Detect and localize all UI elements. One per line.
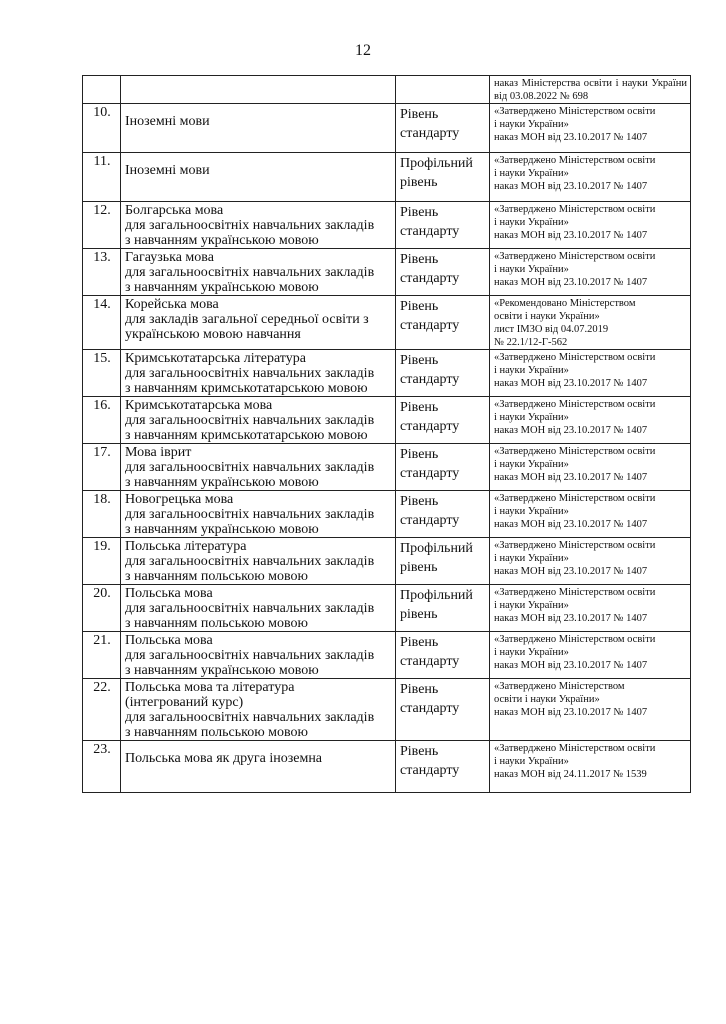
approval-line: наказ МОН від 23.10.2017 № 1407: [494, 277, 648, 288]
approval-line: і науки України»: [494, 506, 569, 517]
table-row: [83, 538, 691, 585]
approval-note: [490, 397, 691, 444]
approval-line: наказ МОН від 23.10.2017 № 1407: [494, 660, 648, 671]
approval-line: «Затверджено Міністерством освіти: [494, 106, 656, 117]
approval-note: [490, 585, 691, 632]
program-name: [121, 76, 396, 104]
table-row: [83, 249, 691, 296]
approval-line: лист ІМЗО від 04.07.2019: [494, 324, 609, 335]
program-name: [121, 249, 396, 296]
program-level: Рівень стандарту: [396, 104, 490, 153]
row-number: 11.: [83, 153, 121, 202]
approval-line: і науки України»: [494, 600, 569, 611]
row-number: 12.: [83, 202, 121, 249]
row-number: 13.: [83, 249, 121, 296]
program-name-line: Польська мова: [125, 586, 213, 601]
program-name-line: для загальноосвітніх навчальних закладів: [125, 460, 375, 475]
row-number: 22.: [83, 679, 121, 741]
program-name: [121, 397, 396, 444]
approval-line: і науки України»: [494, 553, 569, 564]
program-name-line: для закладів загальної середньої освіти з: [125, 312, 369, 327]
approval-line: «Затверджено Міністерством освіти: [494, 540, 656, 551]
row-number: 18.: [83, 491, 121, 538]
approval-line: наказ МОН від 23.10.2017 № 1407: [494, 707, 648, 718]
approval-note: [490, 491, 691, 538]
table-row: [83, 104, 691, 153]
approval-line: «Затверджено Міністерством освіти: [494, 204, 656, 215]
program-name-line: Болгарська мова: [125, 203, 224, 218]
program-name: [121, 153, 396, 202]
approval-line: і науки України»: [494, 168, 569, 179]
approval-line: наказ МОН від 23.10.2017 № 1407: [494, 230, 648, 241]
approval-line: «Затверджено Міністерством освіти: [494, 251, 656, 262]
program-name-line: для загальноосвітніх навчальних закладів: [125, 710, 375, 725]
program-level: Рівень стандарту: [396, 296, 490, 350]
program-name-line: для загальноосвітніх навчальних закладів: [125, 554, 375, 569]
approval-note: [490, 104, 691, 153]
table-row: [83, 202, 691, 249]
program-name-line: з навчанням українською мовою: [125, 280, 319, 295]
program-name-line: для загальноосвітніх навчальних закладів: [125, 218, 375, 233]
table-row-continuation: [83, 76, 691, 104]
approval-line: «Затверджено Міністерством освіти: [494, 743, 656, 754]
program-name-line: з навчанням українською мовою: [125, 233, 319, 248]
program-name-line: з навчанням українською мовою: [125, 522, 319, 537]
approval-line: «Затверджено Міністерством освіти: [494, 155, 656, 166]
approval-line: і науки України»: [494, 756, 569, 767]
program-level: Профільний рівень: [396, 538, 490, 585]
program-name-line: (інтегрований курс): [125, 695, 244, 710]
table-row: [83, 153, 691, 202]
program-name-line: з навчанням українською мовою: [125, 475, 319, 490]
approval-line: освіти і науки України»: [494, 694, 600, 705]
program-name-line: Іноземні мови: [125, 163, 210, 178]
program-name-line: з навчанням польською мовою: [125, 616, 309, 631]
row-number: 17.: [83, 444, 121, 491]
approval-note: [490, 538, 691, 585]
program-name: [121, 741, 396, 793]
approval-note: [490, 350, 691, 397]
program-name-line: з навчанням кримськотатарською мовою: [125, 381, 368, 396]
program-name-line: для загальноосвітніх навчальних закладів: [125, 648, 375, 663]
program-name: [121, 538, 396, 585]
approval-note: [490, 741, 691, 793]
row-number: 21.: [83, 632, 121, 679]
approval-note: [490, 202, 691, 249]
program-level: Рівень стандарту: [396, 397, 490, 444]
program-level: Профільний рівень: [396, 585, 490, 632]
table-row: [83, 741, 691, 793]
row-number: 16.: [83, 397, 121, 444]
approval-line: наказ МОН від 23.10.2017 № 1407: [494, 613, 648, 624]
approval-line: «Затверджено Міністерством: [494, 681, 625, 692]
approval-note: наказ Міністерства освіти і науки України від 03.08.2022 № 698: [490, 76, 691, 104]
approval-line: «Затверджено Міністерством освіти: [494, 634, 656, 645]
program-name: [121, 202, 396, 249]
approval-line: і науки України»: [494, 119, 569, 130]
program-name-line: Кримськотатарська мова: [125, 398, 273, 413]
curriculum-table: [82, 75, 691, 793]
program-level: [396, 76, 490, 104]
approval-line: і науки України»: [494, 365, 569, 376]
row-number: 15.: [83, 350, 121, 397]
program-name: [121, 679, 396, 741]
program-level: Рівень стандарту: [396, 491, 490, 538]
program-name-line: для загальноосвітніх навчальних закладів: [125, 507, 375, 522]
approval-line: освіти і науки України»: [494, 311, 600, 322]
approval-note: [490, 679, 691, 741]
program-name-line: з навчанням кримськотатарською мовою: [125, 428, 368, 443]
program-name: [121, 444, 396, 491]
program-name-line: Польська література: [125, 539, 247, 554]
row-number: 10.: [83, 104, 121, 153]
program-name-line: для загальноосвітніх навчальних закладів: [125, 413, 375, 428]
row-number: 14.: [83, 296, 121, 350]
approval-line: «Затверджено Міністерством освіти: [494, 399, 656, 410]
approval-note: [490, 249, 691, 296]
program-level: Рівень стандарту: [396, 741, 490, 793]
row-number: 20.: [83, 585, 121, 632]
approval-note: [490, 632, 691, 679]
approval-line: «Рекомендовано Міністерством: [494, 298, 636, 309]
table-row: [83, 296, 691, 350]
program-level: Рівень стандарту: [396, 350, 490, 397]
program-name-line: з навчанням польською мовою: [125, 725, 309, 740]
program-name-line: Гагаузька мова: [125, 250, 214, 265]
page-number: 12: [355, 42, 371, 59]
program-name-line: Корейська мова: [125, 297, 219, 312]
table-row: [83, 350, 691, 397]
program-name: [121, 104, 396, 153]
program-name: [121, 491, 396, 538]
program-name-line: з навчанням українською мовою: [125, 663, 319, 678]
approval-line: № 22.1/12-Г-562: [494, 337, 568, 348]
program-name: [121, 632, 396, 679]
approval-line: і науки України»: [494, 647, 569, 658]
table-row: [83, 632, 691, 679]
approval-line: «Затверджено Міністерством освіти: [494, 587, 656, 598]
approval-line: «Затверджено Міністерством освіти: [494, 352, 656, 363]
approval-note: [490, 296, 691, 350]
program-level: Рівень стандарту: [396, 249, 490, 296]
program-name-line: Новогрецька мова: [125, 492, 234, 507]
approval-note: [490, 444, 691, 491]
program-level: Рівень стандарту: [396, 679, 490, 741]
table-row: [83, 444, 691, 491]
approval-line: наказ МОН від 23.10.2017 № 1407: [494, 519, 648, 530]
approval-line: і науки України»: [494, 264, 569, 275]
approval-line: наказ МОН від 23.10.2017 № 1407: [494, 425, 648, 436]
row-number: [83, 76, 121, 104]
program-name: [121, 296, 396, 350]
program-name-line: Кримськотатарська література: [125, 351, 306, 366]
program-name: [121, 585, 396, 632]
program-level: Рівень стандарту: [396, 202, 490, 249]
program-name: [121, 350, 396, 397]
row-number: 19.: [83, 538, 121, 585]
approval-line: наказ МОН від 23.10.2017 № 1407: [494, 472, 648, 483]
approval-note: [490, 153, 691, 202]
approval-line: наказ МОН від 24.11.2017 № 1539: [494, 769, 647, 780]
table-row: [83, 585, 691, 632]
program-level: Профільний рівень: [396, 153, 490, 202]
approval-line: і науки України»: [494, 217, 569, 228]
table-row: [83, 679, 691, 741]
approval-line: і науки України»: [494, 459, 569, 470]
program-name-line: для загальноосвітніх навчальних закладів: [125, 601, 375, 616]
approval-line: наказ МОН від 23.10.2017 № 1407: [494, 181, 648, 192]
program-level: Рівень стандарту: [396, 632, 490, 679]
approval-line: наказ МОН від 23.10.2017 № 1407: [494, 378, 648, 389]
program-name-line: для загальноосвітніх навчальних закладів: [125, 366, 375, 381]
approval-line: «Затверджено Міністерством освіти: [494, 446, 656, 457]
program-level: Рівень стандарту: [396, 444, 490, 491]
approval-line: і науки України»: [494, 412, 569, 423]
row-number: 23.: [83, 741, 121, 793]
approval-line: наказ МОН від 23.10.2017 № 1407: [494, 132, 648, 143]
program-name-line: для загальноосвітніх навчальних закладів: [125, 265, 375, 280]
program-name-line: Польська мова як друга іноземна: [125, 751, 323, 766]
program-name-line: з навчанням польською мовою: [125, 569, 309, 584]
approval-line: наказ МОН від 23.10.2017 № 1407: [494, 566, 648, 577]
program-name-line: Мова іврит: [125, 445, 192, 460]
approval-line: «Затверджено Міністерством освіти: [494, 493, 656, 504]
program-name-line: Польська мова: [125, 633, 213, 648]
table-row: [83, 491, 691, 538]
table-row: [83, 397, 691, 444]
program-name-line: українською мовою навчання: [125, 327, 301, 342]
program-name-line: Польська мова та література: [125, 680, 295, 695]
program-name-line: Іноземні мови: [125, 114, 210, 129]
